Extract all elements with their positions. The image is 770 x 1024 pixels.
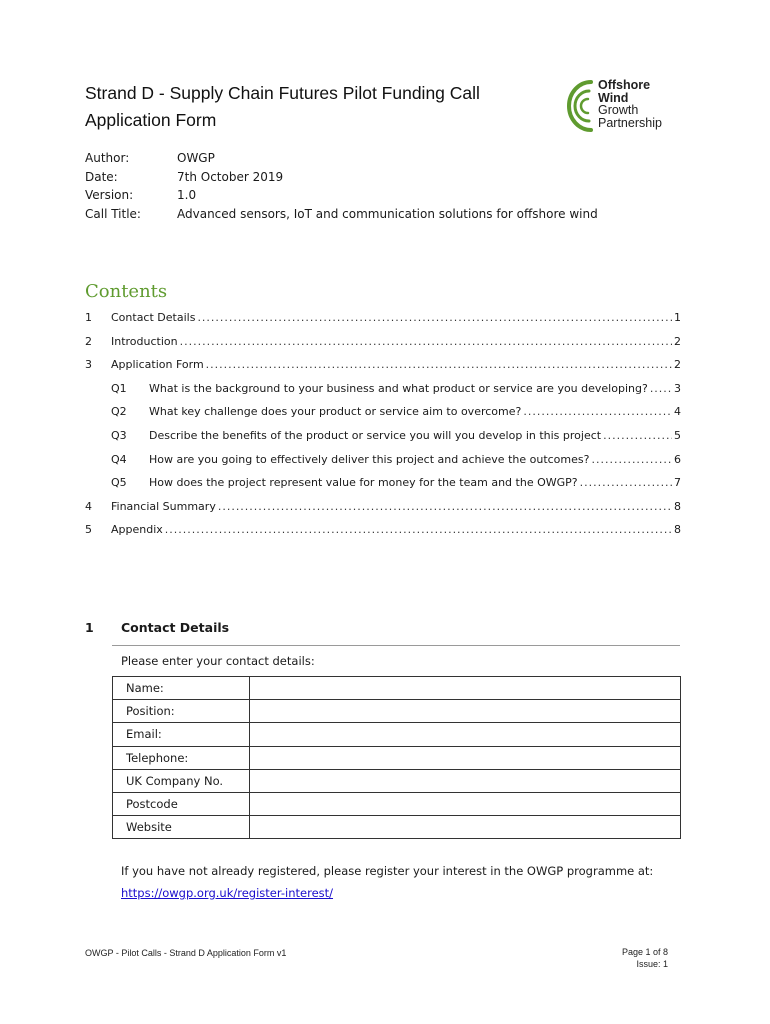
website-field[interactable]: [250, 816, 681, 839]
logo-line-growth: Growth: [598, 103, 639, 117]
meta-value: OWGP: [177, 151, 215, 165]
toc-page: 8: [674, 499, 681, 513]
toc-page: 5: [674, 428, 681, 442]
logo-line-offshore: Offshore: [598, 78, 651, 92]
toc-leader: [206, 358, 672, 371]
table-row: [113, 677, 681, 700]
logo-line-wind: Wind: [598, 90, 629, 105]
contact-intro: Please enter your contact details:: [121, 654, 315, 668]
toc-label: Appendix: [111, 523, 163, 537]
toc-entry[interactable]: [85, 476, 681, 500]
toc-label: How does the project represent value for money for the team and the OWGP?: [149, 476, 578, 490]
toc-leader: [591, 453, 672, 466]
toc-entry[interactable]: [85, 382, 681, 406]
meta-value: Advanced sensors, IoT and communication solutions for offshore wind: [177, 207, 598, 222]
toc-leader: [165, 523, 672, 536]
toc-entry[interactable]: [85, 523, 681, 547]
register-text: If you have not already registered, please register your interest in the OWGP programme at:: [121, 864, 654, 878]
issue-number: Issue: 1: [636, 959, 668, 969]
toc-number: Q5: [111, 476, 127, 490]
field-label-postcode: Postcode: [113, 792, 250, 815]
toc-label: What is the background to your business and what product or service are you developing?: [149, 381, 648, 395]
toc-number: 4: [85, 499, 92, 513]
meta-key: Call Title:: [85, 207, 141, 222]
toc-number: Q3: [111, 428, 127, 442]
register-link[interactable]: https://owgp.org.uk/register-interest/: [121, 886, 334, 900]
toc-number: Q4: [111, 452, 127, 466]
section-divider: [112, 645, 680, 646]
toc-page: 4: [674, 405, 681, 419]
toc-leader: [523, 405, 672, 418]
telephone-field[interactable]: [250, 746, 681, 769]
document-metadata: [85, 149, 598, 224]
title-line-1: Strand D - Supply Chain Futures Pilot Funding Call: [85, 83, 480, 103]
position-field[interactable]: [250, 700, 681, 723]
toc-label: Describe the benefits of the product or service you will you develop in this project: [149, 428, 602, 442]
toc-number: 5: [85, 523, 92, 537]
table-row: [113, 700, 681, 723]
toc-number: 2: [85, 334, 92, 348]
document-title: [85, 80, 480, 134]
meta-row-version: [85, 186, 598, 205]
footer-page-info: [560, 946, 668, 970]
toc-leader: [218, 500, 672, 513]
toc-entry[interactable]: [85, 453, 681, 477]
meta-key: Date:: [85, 169, 118, 184]
section-title: Contact Details: [121, 620, 230, 635]
section-number: 1: [85, 620, 94, 635]
toc-page: 1: [674, 311, 681, 324]
toc-entry[interactable]: [85, 311, 681, 335]
toc-entry[interactable]: [85, 405, 681, 429]
title-line-2: Application Form: [85, 110, 217, 130]
toc-label: Introduction: [111, 334, 178, 348]
page-number: Page 1 of 8: [621, 947, 668, 957]
field-label-position: Position:: [113, 700, 250, 723]
logo-arc-icon: [567, 78, 601, 134]
toc-number: 1: [85, 311, 92, 324]
toc-label: Contact Details: [111, 311, 196, 324]
table-row: [113, 723, 681, 746]
toc-label: How are you going to effectively deliver this project and achieve the outcomes?: [149, 452, 590, 466]
footer-document-name: OWGP - Pilot Calls - Strand D Application Form v1: [85, 948, 287, 958]
register-notice: [121, 860, 653, 904]
table-row: [113, 746, 681, 769]
logo-line-partnership: Partnership: [598, 115, 662, 130]
owgp-logo: [567, 78, 682, 134]
toc-page: 7: [674, 476, 681, 490]
toc-page: 8: [674, 523, 681, 537]
toc-leader: [180, 335, 672, 348]
toc-number: Q2: [111, 405, 127, 419]
toc-number: Q1: [111, 381, 127, 395]
meta-value: 7th October 2019: [177, 169, 284, 184]
toc-leader: [603, 429, 672, 442]
contact-details-table: [112, 676, 681, 839]
table-row: [113, 792, 681, 815]
toc-label: Application Form: [111, 358, 204, 372]
toc-number: 3: [85, 358, 92, 372]
table-row: [113, 769, 681, 792]
toc-entry[interactable]: [85, 500, 681, 524]
toc-leader: [650, 382, 672, 395]
field-label-name: Name:: [113, 677, 250, 700]
email-field[interactable]: [250, 723, 681, 746]
toc-page: 2: [674, 334, 681, 348]
meta-key: Author:: [85, 151, 130, 165]
toc-label: Financial Summary: [111, 499, 216, 513]
contents-heading: Contents: [85, 281, 168, 302]
name-field[interactable]: [250, 677, 681, 700]
field-label-telephone: Telephone:: [113, 746, 250, 769]
meta-key: Version:: [85, 188, 134, 203]
logo-wordmark: [598, 79, 662, 129]
toc-entry[interactable]: [85, 429, 681, 453]
field-label-website: Website: [113, 816, 250, 839]
table-of-contents: [85, 311, 681, 547]
toc-page: 2: [674, 358, 681, 372]
toc-entry[interactable]: [85, 335, 681, 359]
field-label-company-no: UK Company No.: [113, 769, 250, 792]
meta-row-call-title: [85, 205, 598, 224]
field-label-email: Email:: [113, 723, 250, 746]
toc-page: 6: [674, 452, 681, 466]
meta-row-author: [85, 149, 598, 168]
meta-row-date: [85, 168, 598, 187]
postcode-field[interactable]: [250, 792, 681, 815]
section-heading: [85, 620, 229, 635]
toc-leader: [580, 476, 672, 489]
toc-label: What key challenge does your product or service aim to overcome?: [149, 405, 522, 419]
toc-leader: [197, 311, 672, 324]
company-no-field[interactable]: [250, 769, 681, 792]
toc-page: 3: [674, 381, 681, 395]
meta-value: 1.0: [177, 188, 197, 203]
table-row: [113, 816, 681, 839]
toc-entry[interactable]: [85, 358, 681, 382]
